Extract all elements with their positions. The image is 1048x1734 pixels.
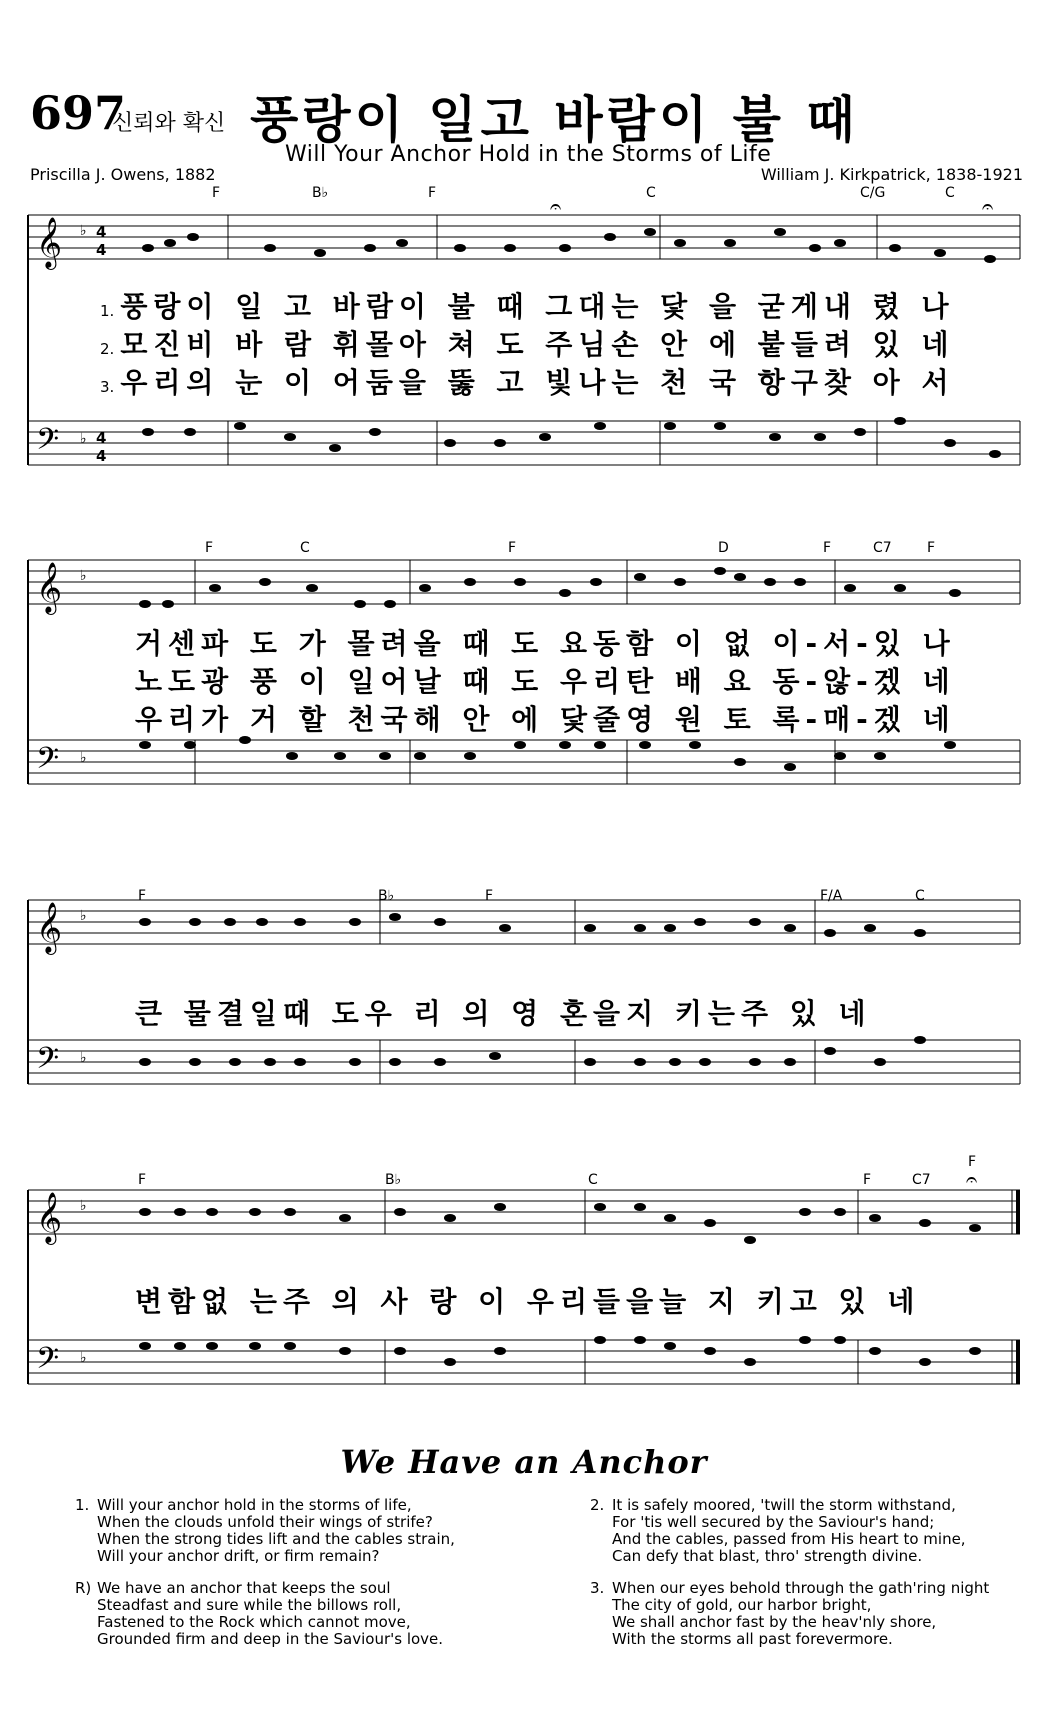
chord-symbol: F: [485, 888, 494, 904]
svg-text:4: 4: [96, 447, 107, 465]
english-stanza-2: 2. It is safely moored, 'twill the storm withstand, For 'tis well secured by the Saviour's hand; And the cables, passed from His heart to mine, Can defy that blast, thro' strength divine.: [590, 1496, 966, 1565]
lyric-line: 큰 물결일때 도우 리 의 영 혼을지 키는주 있 네: [135, 997, 872, 1030]
music-system-2: [0, 530, 1048, 810]
title-korean: 풍랑이 일고 바람이 불 때: [250, 91, 859, 149]
chord-symbol: C: [300, 540, 310, 556]
svg-text:𝄢: 𝄢: [36, 742, 60, 783]
chord-symbol: C: [588, 1172, 598, 1188]
author-credit: Priscilla J. Owens, 1882: [30, 165, 216, 184]
svg-text:𝄢: 𝄢: [36, 423, 60, 464]
chord-symbol: F: [968, 1154, 977, 1170]
staff-notation: [0, 870, 1048, 1110]
hymn-category: 신뢰와 확신: [112, 111, 226, 136]
chord-symbol: F: [138, 888, 147, 904]
lyric-line: 노도광 풍 이 일어날 때 도 우리탄 배 요 동-않-겠 네: [135, 665, 956, 698]
title-english: Will Your Anchor Hold in the Storms of Life: [285, 142, 772, 167]
chord-symbol: F: [212, 185, 221, 201]
svg-text:♭: ♭: [80, 750, 87, 766]
svg-text:𝄐: 𝄐: [982, 194, 994, 218]
svg-text:♭: ♭: [80, 1350, 87, 1366]
svg-text:𝄞: 𝄞: [36, 902, 63, 953]
svg-text:4: 4: [96, 223, 107, 241]
chord-symbol: C: [646, 185, 656, 201]
svg-text:♭: ♭: [80, 223, 87, 239]
svg-text:4: 4: [96, 241, 107, 259]
lyric-line: 거센파 도 가 몰려올 때 도 요동함 이 없 이-서-있 나: [135, 627, 956, 660]
english-title: We Have an Anchor: [340, 1443, 708, 1481]
svg-text:𝄞: 𝄞: [36, 1192, 63, 1243]
chord-symbol: F: [205, 540, 214, 556]
music-system-4: [0, 1154, 1048, 1430]
chord-symbol: F: [927, 540, 936, 556]
chord-symbol: C: [915, 888, 925, 904]
svg-text:𝄞: 𝄞: [36, 562, 63, 613]
chord-symbol: B♭: [385, 1172, 402, 1188]
svg-text:♭: ♭: [80, 1050, 87, 1066]
english-stanza-1: 1. Will your anchor hold in the storms of life, When the clouds unfold their wings of strife? When the strong tides lift and the cables strain, Will your anchor drift, or firm remain?: [75, 1496, 455, 1565]
lyric-line: 1. 풍랑이 일 고 바람이 불 때 그대는 닻 을 굳게내 렸 나: [100, 290, 955, 323]
music-system-1: [0, 185, 1048, 495]
lyric-line: 변함없 는주 의 사 랑 이 우리들을늘 지 키고 있 네: [135, 1285, 921, 1318]
composer-credit: William J. Kirkpatrick, 1838-1921: [760, 165, 1023, 184]
lyric-line: 우리가 거 할 천국해 안 에 닻줄영 원 토 록-매-겠 네: [135, 703, 956, 736]
hymn-number: 697: [30, 86, 127, 140]
svg-text:𝄐: 𝄐: [966, 1167, 978, 1191]
chord-symbol: F: [138, 1172, 147, 1188]
chord-symbol: F/A: [820, 888, 843, 904]
chord-symbol: D: [718, 540, 729, 556]
music-system-3: [0, 870, 1048, 1110]
chord-symbol: C7: [873, 540, 892, 556]
chord-symbol: F: [863, 1172, 872, 1188]
english-refrain: R) We have an anchor that keeps the soul Steadfast and sure while the billows roll, Fastened to the Rock which cannot move, Grounded firm and deep in the Saviour's love.: [75, 1579, 444, 1648]
svg-text:𝄐: 𝄐: [550, 194, 562, 218]
chord-symbol: C: [945, 185, 955, 201]
svg-text:𝄢: 𝄢: [36, 1342, 60, 1383]
svg-text:4: 4: [96, 429, 107, 447]
chord-symbol: B♭: [312, 185, 329, 201]
chord-symbol: C7: [912, 1172, 931, 1188]
chord-symbol: F: [508, 540, 517, 556]
svg-text:𝄞: 𝄞: [36, 217, 63, 268]
english-stanza-3: 3. When our eyes behold through the gath'ring night The city of gold, our harbor bright, We shall anchor fast by the heav'nly shore, With the storms all past forevermore.: [590, 1579, 990, 1648]
svg-text:♭: ♭: [80, 431, 87, 447]
svg-text:♭: ♭: [80, 908, 87, 924]
chord-symbol: F: [823, 540, 832, 556]
svg-text:♭: ♭: [80, 568, 87, 584]
chord-symbol: F: [428, 185, 437, 201]
svg-text:♭: ♭: [80, 1198, 87, 1214]
chord-symbol: C/G: [860, 185, 886, 201]
chord-symbol: B♭: [378, 888, 395, 904]
svg-text:𝄢: 𝄢: [36, 1042, 60, 1083]
lyric-line: 2. 모진비 바 람 휘몰아 쳐 도 주님손 안 에 붙들려 있 네: [100, 328, 955, 361]
lyric-line: 3. 우리의 눈 이 어둠을 뚫 고 빛나는 천 국 항구찾 아 서: [100, 366, 955, 399]
